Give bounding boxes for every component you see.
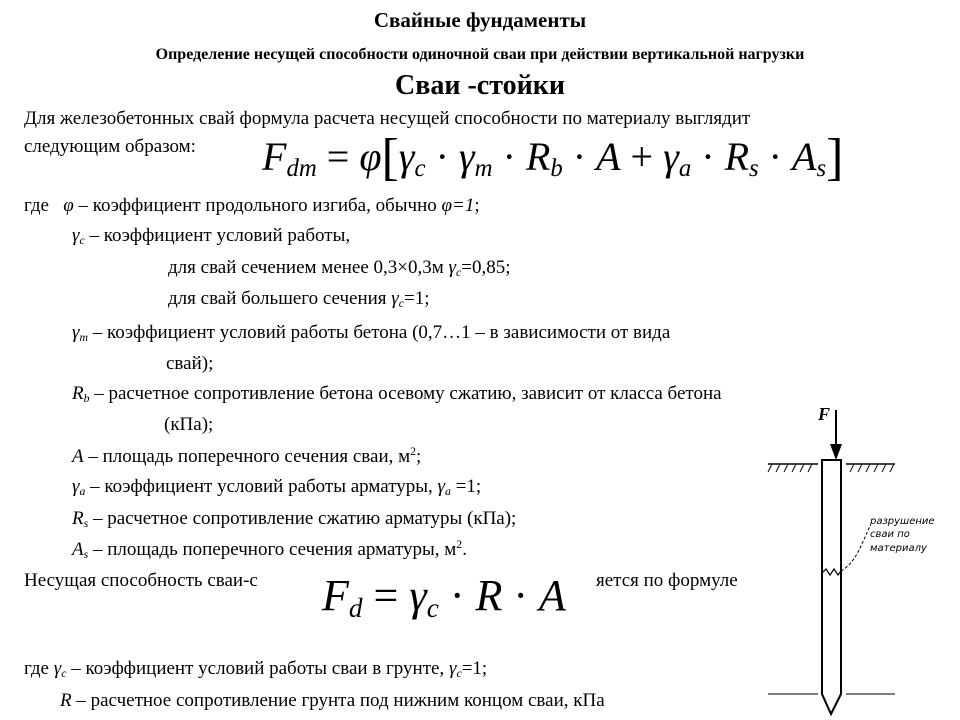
bottom-gc-text: – коэффициент условий работы сваи в грунте, bbox=[66, 658, 449, 679]
rb-symbol: R bbox=[525, 134, 551, 179]
gc-case1-sub: c bbox=[456, 265, 462, 279]
gc-case2-text: для свай большего сечения bbox=[168, 288, 392, 309]
gc-case1-sym: γ bbox=[448, 257, 457, 278]
slide-subtitle: Определение несущей способности одиночной сваи при действии вертикальной нагрузки bbox=[155, 46, 805, 63]
bearing-text-right: яется по формуле bbox=[596, 570, 738, 591]
ga-val: =1; bbox=[450, 476, 482, 497]
bottom-gc-val: =1; bbox=[461, 658, 488, 679]
as-symbol: A bbox=[792, 134, 817, 179]
fd-symbol: F bbox=[322, 571, 349, 620]
gamma-m-subscript: m bbox=[474, 155, 493, 183]
formula-bearing-capacity bbox=[316, 570, 572, 621]
gc-sub: c bbox=[79, 233, 85, 247]
intro-line-2: следующим образом: bbox=[24, 136, 196, 157]
as-sup: 2 bbox=[456, 537, 463, 551]
dot-operator-2: · bbox=[449, 571, 465, 620]
plus-sign: + bbox=[630, 134, 654, 179]
f-subscript: dm bbox=[286, 155, 317, 183]
def-gamma-m-cont: свай); bbox=[166, 353, 214, 374]
ga-text: – коэффициент условий работы арматуры, bbox=[85, 476, 438, 497]
gamma-a-subscript: a bbox=[678, 155, 692, 183]
phi-text: – коэффициент продольного изгиба, обычно bbox=[73, 195, 442, 216]
bottom-def-gamma-c bbox=[24, 658, 487, 680]
as-sub: s bbox=[83, 547, 89, 561]
close-bracket: ] bbox=[826, 129, 844, 186]
rb-subscript: b bbox=[550, 155, 563, 183]
gc2-symbol: γ bbox=[409, 571, 427, 620]
bottom-r-text: – расчетное сопротивление грунта под нижним концом сваи, кПа bbox=[71, 690, 605, 711]
dot-operator: · bbox=[572, 134, 587, 179]
gm-sym: γ bbox=[72, 322, 80, 343]
rs-sym: R bbox=[72, 508, 84, 529]
a-sup: 2 bbox=[410, 444, 417, 458]
intro-line-1: Для железобетонных свай формула расчета несущей способности по материалу выглядит bbox=[24, 108, 751, 129]
f-symbol: F bbox=[262, 134, 287, 179]
phi-sym: φ bbox=[63, 195, 74, 216]
dot-operator: · bbox=[768, 134, 782, 179]
gm-text: – коэффициент условий работы бетона (0,7…1 – в зависимости от вида bbox=[88, 322, 671, 343]
bottom-gc-sym: γ bbox=[53, 658, 62, 679]
diagram-background bbox=[760, 398, 960, 720]
def-gamma-c-case1 bbox=[168, 257, 511, 279]
pile-body bbox=[822, 460, 841, 714]
rs-symbol: R bbox=[724, 134, 750, 179]
fd-subscript: d bbox=[348, 592, 363, 623]
phi-semicolon: ; bbox=[474, 195, 480, 216]
a2-symbol: A bbox=[539, 571, 566, 620]
bottom-def-r bbox=[60, 690, 605, 712]
as-text: – площадь поперечного сечения арматуры, м bbox=[88, 539, 457, 560]
def-gamma-c-case2 bbox=[168, 288, 430, 310]
as-subscript: s bbox=[816, 155, 827, 183]
gamma-c-subscript: c bbox=[414, 155, 426, 183]
ga-sym: γ bbox=[72, 476, 80, 497]
gc-case2-sym: γ bbox=[391, 288, 399, 309]
phi-value: φ=1 bbox=[441, 195, 475, 216]
annotation-line-2: сваи по bbox=[870, 529, 910, 540]
bottom-r-sym: R bbox=[60, 690, 72, 711]
equals-sign-2: = bbox=[373, 571, 399, 620]
gc-case1-val: =0,85; bbox=[461, 257, 511, 278]
load-label: F bbox=[818, 404, 831, 424]
def-phi bbox=[24, 195, 480, 217]
def-a bbox=[72, 446, 421, 468]
r2-symbol: R bbox=[475, 571, 503, 620]
gamma-m-symbol: γ bbox=[458, 134, 475, 179]
a-sym: A bbox=[72, 446, 84, 467]
a-text: – площадь поперечного сечения сваи, м bbox=[83, 446, 411, 467]
dot-operator: · bbox=[435, 134, 449, 179]
def-as bbox=[72, 539, 467, 561]
ga-sub: a bbox=[79, 484, 86, 498]
bottom-gc-sym-2: γ bbox=[448, 658, 457, 679]
rs-sub: s bbox=[83, 516, 89, 530]
equals-sign: = bbox=[326, 134, 350, 179]
gc-sym: γ bbox=[72, 225, 80, 246]
gm-sub: m bbox=[79, 330, 88, 344]
formula-material-capacity bbox=[262, 128, 843, 187]
ga-sym-2: γ bbox=[437, 476, 446, 497]
bottom-gc-sub-2: c bbox=[456, 666, 462, 680]
open-bracket: [ bbox=[381, 129, 399, 186]
def-rb-cont: (кПа); bbox=[164, 414, 214, 435]
rb-text: – расчетное сопротивление бетона осевому сжатию, зависит от класса бетона bbox=[89, 383, 722, 404]
where-label: где bbox=[24, 195, 49, 216]
ga-sub-2: a bbox=[445, 484, 451, 498]
phi-symbol: φ bbox=[359, 134, 382, 179]
def-rs bbox=[72, 508, 516, 530]
annotation-line-1: разрушение bbox=[870, 516, 935, 527]
section-heading: Сваи -стойки bbox=[394, 70, 565, 101]
pile-diagram bbox=[760, 398, 960, 720]
rs-subscript: s bbox=[749, 155, 759, 183]
as-end: . bbox=[462, 539, 467, 560]
as-sym: A bbox=[72, 539, 84, 560]
rb-sub: b bbox=[83, 391, 90, 405]
gc2-subscript: c bbox=[426, 592, 439, 623]
dot-operator: · bbox=[701, 134, 715, 179]
a-symbol: A bbox=[596, 134, 621, 179]
dot-operator: · bbox=[502, 134, 516, 179]
gc-text: – коэффициент условий работы, bbox=[84, 225, 351, 246]
rb-sym: R bbox=[72, 383, 84, 404]
gc-case2-val: =1; bbox=[404, 288, 430, 309]
bottom-gc-sub: c bbox=[61, 666, 67, 680]
gamma-a-symbol: γ bbox=[663, 134, 679, 179]
gamma-c-symbol: γ bbox=[398, 134, 415, 179]
annotation-line-3: материалу bbox=[870, 543, 927, 554]
gc-case2-sub: c bbox=[398, 296, 405, 310]
bearing-text-left: Несущая способность сваи-с bbox=[24, 570, 258, 591]
def-gamma-m bbox=[72, 322, 670, 344]
def-rb bbox=[72, 383, 722, 405]
def-gamma-c bbox=[72, 225, 350, 247]
def-gamma-a bbox=[72, 476, 481, 498]
bottom-where: где bbox=[24, 658, 49, 679]
dot-operator-3: · bbox=[513, 571, 529, 620]
slide-title: Свайные фундаменты bbox=[373, 8, 587, 32]
gc-case1-text: для свай сечением менее 0,3×0,3м bbox=[168, 257, 449, 278]
a-semicolon: ; bbox=[416, 446, 422, 467]
rs-text: – расчетное сопротивление сжатию арматуры (кПа); bbox=[88, 508, 517, 529]
